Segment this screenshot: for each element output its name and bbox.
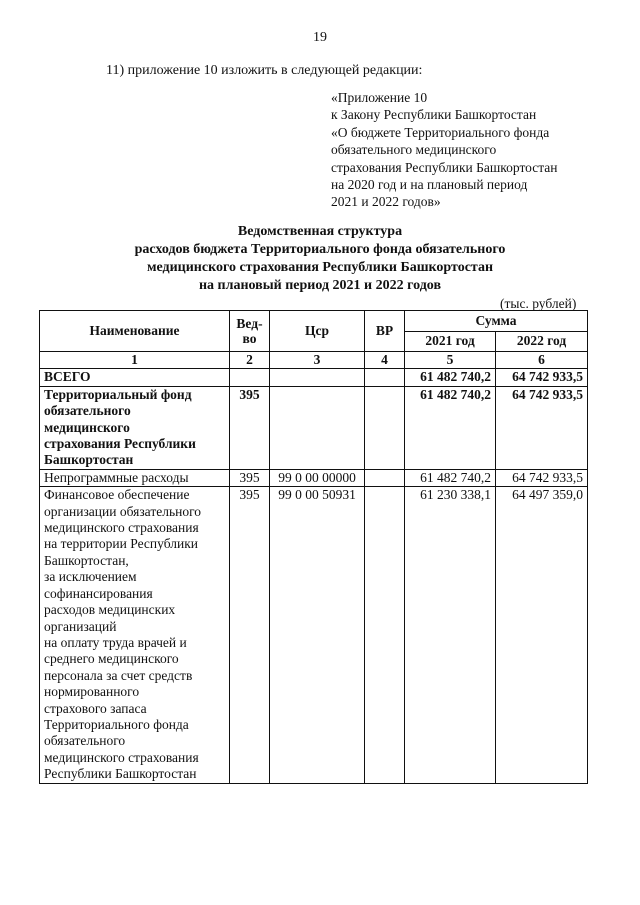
- header-year-2022: 2022 год: [496, 332, 588, 352]
- header-sum: Сумма: [405, 311, 588, 332]
- title-line: расходов бюджета Территориального фонда обязательного: [134, 242, 506, 257]
- title-line: медицинского страхования Республики Башкортостан: [146, 260, 494, 275]
- table-row: [40, 469, 588, 486]
- column-number: 4: [365, 352, 405, 369]
- appendix-line: «О бюджете Территориального фонда: [331, 124, 550, 140]
- row-csr: [270, 369, 365, 386]
- amendment-instruction: 11) приложение 10 изложить в следующей редакции:: [106, 63, 423, 78]
- header-vr: ВР: [365, 311, 405, 352]
- appendix-line: к Закону Республики Башкортостан: [331, 107, 537, 123]
- header-ved: Вед- во: [230, 311, 270, 352]
- row-vr: [365, 487, 405, 783]
- header-name: Наименование: [40, 311, 230, 352]
- column-number-row: [40, 352, 588, 369]
- row-amount-2022: 64 742 933,5: [496, 469, 588, 486]
- row-vr: [365, 369, 405, 386]
- row-amount-2022: 64 742 933,5: [496, 386, 588, 469]
- column-number: 1: [40, 352, 230, 369]
- units-label: (тыс. рублей): [500, 296, 577, 311]
- row-vr: [365, 469, 405, 486]
- title-line: Ведомственная структура: [237, 224, 403, 239]
- header-year-2021: 2021 год: [405, 332, 496, 352]
- row-csr: 99 0 00 50931: [270, 487, 365, 783]
- row-name: Финансовое обеспечение организации обязательного медицинского страхования на территории Республики Башкортостан, за исключением софинансирования расходов медицинских организаций на оплату труда врачей и среднего медицинского персонала за счет средств нормированного страхового запаса Территориального фонда обязательного медицинского страхования Республики Башкортостан: [40, 487, 230, 783]
- title-line: на плановый период 2021 и 2022 годов: [198, 278, 442, 293]
- row-amount-2022: 64 497 359,0: [496, 487, 588, 783]
- table-row: [40, 369, 588, 386]
- row-vr: [365, 386, 405, 469]
- row-amount-2021: 61 482 740,2: [405, 469, 496, 486]
- appendix-line: обязательного медицинского: [331, 142, 497, 158]
- row-amount-2021: 61 482 740,2: [405, 369, 496, 386]
- document-title: [0, 223, 640, 295]
- row-amount-2021: 61 230 338,1: [405, 487, 496, 783]
- row-csr: 99 0 00 00000: [270, 469, 365, 486]
- budget-table: [39, 310, 588, 784]
- appendix-line: «Приложение 10: [331, 90, 428, 105]
- row-amount-2021: 61 482 740,2: [405, 386, 496, 469]
- appendix-line: 2021 и 2022 годов»: [331, 194, 441, 210]
- row-csr: [270, 386, 365, 469]
- row-name: ВСЕГО: [40, 369, 230, 386]
- row-name: Непрограммные расходы: [40, 469, 230, 486]
- page-number: 19: [313, 30, 327, 45]
- row-ved: 395: [230, 469, 270, 486]
- row-amount-2022: 64 742 933,5: [496, 369, 588, 386]
- header-csr: Цср: [270, 311, 365, 352]
- appendix-line: страхования Республики Башкортостан: [331, 159, 558, 175]
- column-number: 3: [270, 352, 365, 369]
- row-ved: [230, 369, 270, 386]
- row-name: Территориальный фонд обязательного медицинского страхования Республики Башкортостан: [40, 386, 230, 469]
- appendix-heading: [331, 89, 558, 211]
- row-ved: 395: [230, 386, 270, 469]
- table-row: [40, 386, 588, 469]
- column-number: 6: [496, 352, 588, 369]
- appendix-line: на 2020 год и на плановый период: [331, 177, 528, 193]
- column-number: 5: [405, 352, 496, 369]
- table-row: [40, 487, 588, 783]
- row-ved: 395: [230, 487, 270, 783]
- column-number: 2: [230, 352, 270, 369]
